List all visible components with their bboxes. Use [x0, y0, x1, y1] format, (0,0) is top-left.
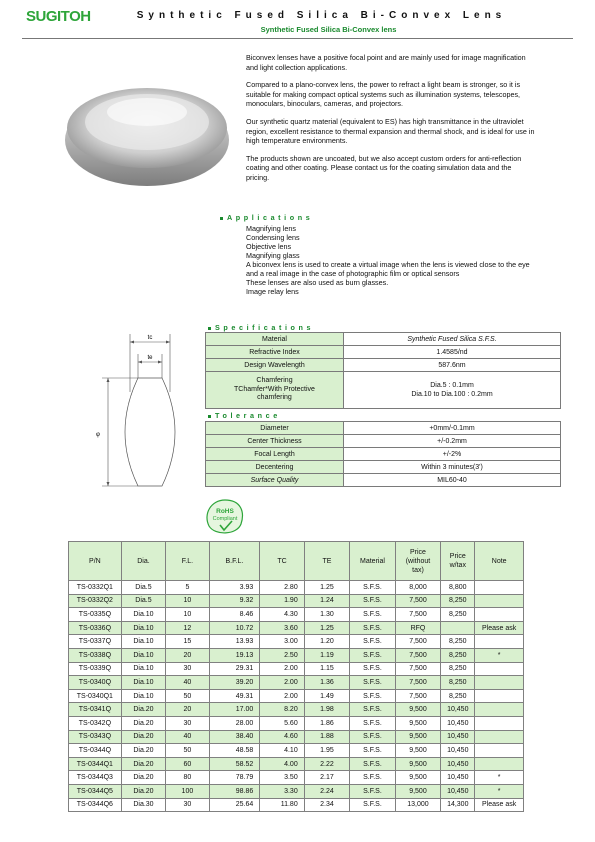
table-cell: 8,250 [441, 676, 475, 690]
table-cell: Dia.10 [121, 621, 165, 635]
table-cell: 9.32 [209, 594, 260, 608]
table-cell [475, 662, 524, 676]
spec-row [206, 372, 561, 409]
brand-logo: SUGITOH [26, 8, 91, 25]
table-cell: 8.20 [260, 703, 304, 717]
page-subtitle: Synthetic Fused Silica Bi-Convex lens [260, 25, 397, 34]
table-cell [475, 716, 524, 730]
tolerance-label: Surface Quality [206, 474, 344, 487]
table-cell: 8,250 [441, 608, 475, 622]
table-cell: 1.25 [304, 621, 350, 635]
table-cell: TS-0342Q [69, 716, 122, 730]
table-cell: 7,500 [395, 676, 441, 690]
table-cell: Dia.20 [121, 757, 165, 771]
applications-heading [220, 213, 313, 222]
column-header: Price (without tax) [395, 542, 441, 581]
table-cell: Dia.20 [121, 744, 165, 758]
table-cell [475, 689, 524, 703]
table-cell: 38.40 [209, 730, 260, 744]
table-cell: 9,500 [395, 757, 441, 771]
spec-value: Synthetic Fused Silica S.F.S. [344, 333, 561, 346]
table-cell [475, 581, 524, 595]
table-cell: 58.52 [209, 757, 260, 771]
table-cell: 9,500 [395, 744, 441, 758]
table-cell: TS-0339Q [69, 662, 122, 676]
table-row [69, 757, 524, 771]
table-cell: 4.30 [260, 608, 304, 622]
tolerance-value: +/-2% [344, 448, 561, 461]
tolerance-label: Center Thickness [206, 435, 344, 448]
table-cell: S.F.S. [350, 798, 396, 812]
column-header: Material [350, 542, 396, 581]
table-cell: 30 [166, 716, 209, 730]
table-cell: 7,500 [395, 648, 441, 662]
table-cell: TS-0332Q1 [69, 581, 122, 595]
table-row [69, 744, 524, 758]
table-cell: 10,450 [441, 784, 475, 798]
table-cell: Please ask [475, 621, 524, 635]
rohs-text: RoHS [216, 508, 234, 515]
table-cell: 8,250 [441, 594, 475, 608]
table-row [69, 703, 524, 717]
table-cell: 40 [166, 676, 209, 690]
table-cell: TS-0338Q [69, 648, 122, 662]
column-header: TC [260, 542, 304, 581]
table-cell: 8.46 [209, 608, 260, 622]
spec-row [206, 359, 561, 372]
table-row [69, 730, 524, 744]
table-row [69, 689, 524, 703]
table-cell: 1.86 [304, 716, 350, 730]
table-cell: TS-0336Q [69, 621, 122, 635]
column-header: Note [475, 542, 524, 581]
tolerance-table [205, 421, 561, 487]
table-cell: Dia.10 [121, 662, 165, 676]
spec-value: 587.6nm [344, 359, 561, 372]
table-cell: Dia.20 [121, 703, 165, 717]
table-cell: S.F.S. [350, 689, 396, 703]
table-cell: 10,450 [441, 730, 475, 744]
table-cell: Dia.20 [121, 716, 165, 730]
table-cell: 50 [166, 744, 209, 758]
tolerance-value: +/-0.2mm [344, 435, 561, 448]
table-cell: 7,500 [395, 689, 441, 703]
table-cell: 1.20 [304, 635, 350, 649]
tolerance-row [206, 474, 561, 487]
table-cell [441, 621, 475, 635]
table-cell: 1.15 [304, 662, 350, 676]
table-cell: 3.60 [260, 621, 304, 635]
table-cell: S.F.S. [350, 581, 396, 595]
table-cell: 20 [166, 648, 209, 662]
lens-cross-section-diagram [92, 332, 222, 492]
table-cell: 1.88 [304, 730, 350, 744]
table-cell: Please ask [475, 798, 524, 812]
table-row [69, 798, 524, 812]
table-cell: 9,500 [395, 716, 441, 730]
table-cell [475, 676, 524, 690]
application-item: Magnifying glass [246, 251, 300, 260]
tolerance-row [206, 435, 561, 448]
table-cell: 10,450 [441, 703, 475, 717]
table-cell: 17.00 [209, 703, 260, 717]
tolerance-row [206, 448, 561, 461]
table-cell: 12 [166, 621, 209, 635]
table-cell: Dia.5 [121, 594, 165, 608]
table-cell: RFQ [395, 621, 441, 635]
table-cell: S.F.S. [350, 594, 396, 608]
table-cell: 1.24 [304, 594, 350, 608]
application-item: Magnifying lens [246, 224, 296, 233]
bullet-square-icon [220, 217, 223, 220]
column-header: Dia. [121, 542, 165, 581]
table-cell: 1.30 [304, 608, 350, 622]
tolerance-value: Within 3 minutes(3') [344, 461, 561, 474]
table-cell: 10,450 [441, 757, 475, 771]
table-cell: 2.17 [304, 771, 350, 785]
table-cell: 15 [166, 635, 209, 649]
table-cell: 50 [166, 689, 209, 703]
table-cell: Dia.20 [121, 730, 165, 744]
tolerance-value: MIL60-40 [344, 474, 561, 487]
table-cell: S.F.S. [350, 744, 396, 758]
table-cell [475, 730, 524, 744]
spec-value: Dia.5 : 0.1mm Dia.10 to Dia.100 : 0.2mm [344, 372, 561, 409]
page-title: Synthetic Fused Silica Bi-Convex Lens [136, 10, 507, 21]
table-cell: 2.22 [304, 757, 350, 771]
table-cell: 2.00 [260, 689, 304, 703]
table-cell: Dia.10 [121, 648, 165, 662]
table-cell: S.F.S. [350, 730, 396, 744]
spec-label: Chamfering TChamfer*With Protective chamfering [206, 372, 344, 409]
table-cell: 1.95 [304, 744, 350, 758]
table-cell: TS-0340Q [69, 676, 122, 690]
column-header: F.L. [166, 542, 209, 581]
table-row [69, 716, 524, 730]
table-cell: 7,500 [395, 635, 441, 649]
table-cell: 29.31 [209, 662, 260, 676]
table-cell: 9,500 [395, 784, 441, 798]
specifications-heading-text: Specifications [215, 323, 315, 332]
table-cell: Dia.10 [121, 676, 165, 690]
table-cell: 8,800 [441, 581, 475, 595]
tolerance-value: +0mm/-0.1mm [344, 422, 561, 435]
table-cell [475, 594, 524, 608]
table-cell: 3.00 [260, 635, 304, 649]
rohs-leaf-icon [203, 498, 247, 538]
table-cell: 1.25 [304, 581, 350, 595]
table-cell: 3.93 [209, 581, 260, 595]
applications-heading-text: Applications [227, 213, 314, 222]
table-cell: 1.36 [304, 676, 350, 690]
spec-value: 1.4585/nd [344, 346, 561, 359]
application-item: A biconvex lens is used to create a virtual image when the lens is viewed close to the eye and a real image in the case of photographic film or optical sensors [246, 260, 530, 278]
tolerance-label: Focal Length [206, 448, 344, 461]
table-cell: 40 [166, 730, 209, 744]
applications-list [246, 224, 536, 296]
table-cell: 2.34 [304, 798, 350, 812]
table-cell: TS-0343Q [69, 730, 122, 744]
table-row [69, 648, 524, 662]
specifications-table [205, 332, 561, 409]
table-row [69, 581, 524, 595]
table-cell: 2.80 [260, 581, 304, 595]
table-cell [475, 608, 524, 622]
product-description [246, 53, 536, 191]
table-cell: 5.60 [260, 716, 304, 730]
application-item: Image relay lens [246, 287, 299, 296]
column-header: B.F.L. [209, 542, 260, 581]
table-cell: 10 [166, 594, 209, 608]
table-cell: TS-0341Q [69, 703, 122, 717]
table-cell: 98.86 [209, 784, 260, 798]
table-cell: 30 [166, 662, 209, 676]
table-cell: 2.50 [260, 648, 304, 662]
spec-label: Material [206, 333, 344, 346]
table-cell: TS-0332Q2 [69, 594, 122, 608]
table-cell [475, 703, 524, 717]
table-cell: 13,000 [395, 798, 441, 812]
table-cell: TS-0337Q [69, 635, 122, 649]
table-cell: 49.31 [209, 689, 260, 703]
table-cell: TS-0344Q1 [69, 757, 122, 771]
spec-row [206, 346, 561, 359]
spec-label: Design Wavelength [206, 359, 344, 372]
table-cell: 7,500 [395, 662, 441, 676]
table-cell: 78.79 [209, 771, 260, 785]
table-cell: 4.10 [260, 744, 304, 758]
table-cell: TS-0344Q3 [69, 771, 122, 785]
table-cell: S.F.S. [350, 635, 396, 649]
table-cell: 2.00 [260, 676, 304, 690]
table-cell: Dia.20 [121, 771, 165, 785]
table-cell: 2.24 [304, 784, 350, 798]
tolerance-label: Decentering [206, 461, 344, 474]
table-cell: S.F.S. [350, 771, 396, 785]
table-cell: 28.00 [209, 716, 260, 730]
tolerance-heading-text: Tolerance [215, 411, 281, 420]
table-cell: TS-0344Q5 [69, 784, 122, 798]
table-cell: Dia.30 [121, 798, 165, 812]
specifications-heading [208, 323, 314, 332]
table-cell: TS-0344Q [69, 744, 122, 758]
table-cell: 9,500 [395, 730, 441, 744]
application-item: Objective lens [246, 242, 292, 251]
table-cell: S.F.S. [350, 703, 396, 717]
table-cell: 30 [166, 798, 209, 812]
table-cell: 10.72 [209, 621, 260, 635]
description-paragraph: Our synthetic quartz material (equivalent to ES) has high transmittance in the ultraviolet region, excellent resistance to thermal expansion and thermal shock, and is ideal for use in high temperature environments. [246, 116, 535, 146]
table-cell: 3.50 [260, 771, 304, 785]
tc-label: tc [147, 335, 153, 341]
table-cell: S.F.S. [350, 621, 396, 635]
table-cell: Dia.10 [121, 635, 165, 649]
table-cell: 8,250 [441, 648, 475, 662]
table-cell: 48.58 [209, 744, 260, 758]
lens-photo [62, 62, 232, 192]
diameter-label: φ [96, 432, 100, 438]
table-cell: S.F.S. [350, 608, 396, 622]
table-cell: S.F.S. [350, 662, 396, 676]
table-cell: TS-0344Q6 [69, 798, 122, 812]
spec-row [206, 333, 561, 346]
product-table-body [69, 581, 524, 812]
application-item: Condensing lens [246, 233, 300, 242]
table-cell: 8,000 [395, 581, 441, 595]
rohs-compliant-badge [203, 498, 247, 538]
spec-label: Refractive Index [206, 346, 344, 359]
table-cell: 39.20 [209, 676, 260, 690]
table-row [69, 771, 524, 785]
table-cell: S.F.S. [350, 757, 396, 771]
table-cell: 14,300 [441, 798, 475, 812]
table-cell: 80 [166, 771, 209, 785]
table-cell: Dia.20 [121, 784, 165, 798]
table-cell: 25.64 [209, 798, 260, 812]
table-cell: 11.80 [260, 798, 304, 812]
table-cell: 60 [166, 757, 209, 771]
table-cell: 8,250 [441, 635, 475, 649]
table-cell: 10,450 [441, 744, 475, 758]
table-cell: 20 [166, 703, 209, 717]
table-cell: 10,450 [441, 771, 475, 785]
table-row [69, 635, 524, 649]
table-cell: * [475, 784, 524, 798]
description-paragraph: Biconvex lenses have a positive focal point and are mainly used for image magnification and light collection applications. [246, 53, 526, 72]
table-row [69, 608, 524, 622]
table-cell [475, 635, 524, 649]
application-item: These lenses are also used as burn glasses. [246, 278, 389, 287]
table-cell: 1.98 [304, 703, 350, 717]
table-cell: Dia.10 [121, 608, 165, 622]
table-cell: 7,500 [395, 594, 441, 608]
description-paragraph: Compared to a plano-convex lens, the power to refract a light beam is stronger, so it is suitable for making compact optical systems such as illumination systems, telescopes, monoculars, binoculars, cameras, and projectors. [246, 80, 521, 109]
table-cell: S.F.S. [350, 784, 396, 798]
table-cell: 9,500 [395, 771, 441, 785]
table-row [69, 676, 524, 690]
table-cell: 3.30 [260, 784, 304, 798]
table-cell: 4.60 [260, 730, 304, 744]
table-cell: 2.00 [260, 662, 304, 676]
table-cell: 1.90 [260, 594, 304, 608]
tolerance-row [206, 422, 561, 435]
table-cell: 13.93 [209, 635, 260, 649]
table-cell: S.F.S. [350, 648, 396, 662]
table-row [69, 621, 524, 635]
table-cell: 10,450 [441, 716, 475, 730]
table-cell: TS-0335Q [69, 608, 122, 622]
tolerance-label: Diameter [206, 422, 344, 435]
table-cell: 4.00 [260, 757, 304, 771]
table-cell: 100 [166, 784, 209, 798]
table-cell: * [475, 771, 524, 785]
table-cell: 5 [166, 581, 209, 595]
table-cell: 10 [166, 608, 209, 622]
table-cell: Dia.5 [121, 581, 165, 595]
tolerance-row [206, 461, 561, 474]
table-row [69, 784, 524, 798]
table-cell: 8,250 [441, 689, 475, 703]
column-header: Price w/tax [441, 542, 475, 581]
table-header-row [69, 542, 524, 581]
table-cell: * [475, 648, 524, 662]
header-divider [22, 38, 573, 39]
te-label: te [147, 355, 153, 361]
table-cell: 7,500 [395, 608, 441, 622]
table-cell: 1.49 [304, 689, 350, 703]
description-paragraph: The products shown are uncoated, but we also accept custom orders for anti-reflection coating and other coating. Please contact us for the coating simulation data and the pricing. [246, 153, 522, 182]
table-row [69, 662, 524, 676]
table-cell [475, 757, 524, 771]
table-cell: TS-0340Q1 [69, 689, 122, 703]
column-header: TE [304, 542, 350, 581]
table-row [69, 594, 524, 608]
column-header: P/N [69, 542, 122, 581]
table-cell: S.F.S. [350, 716, 396, 730]
table-cell: 8,250 [441, 662, 475, 676]
table-cell: 19.13 [209, 648, 260, 662]
product-table [68, 541, 524, 812]
table-cell: Dia.10 [121, 689, 165, 703]
table-cell: 9,500 [395, 703, 441, 717]
table-cell: S.F.S. [350, 676, 396, 690]
table-cell: 1.19 [304, 648, 350, 662]
table-cell [475, 744, 524, 758]
bullet-square-icon [208, 327, 211, 330]
compliant-text: Compliant [212, 516, 238, 522]
